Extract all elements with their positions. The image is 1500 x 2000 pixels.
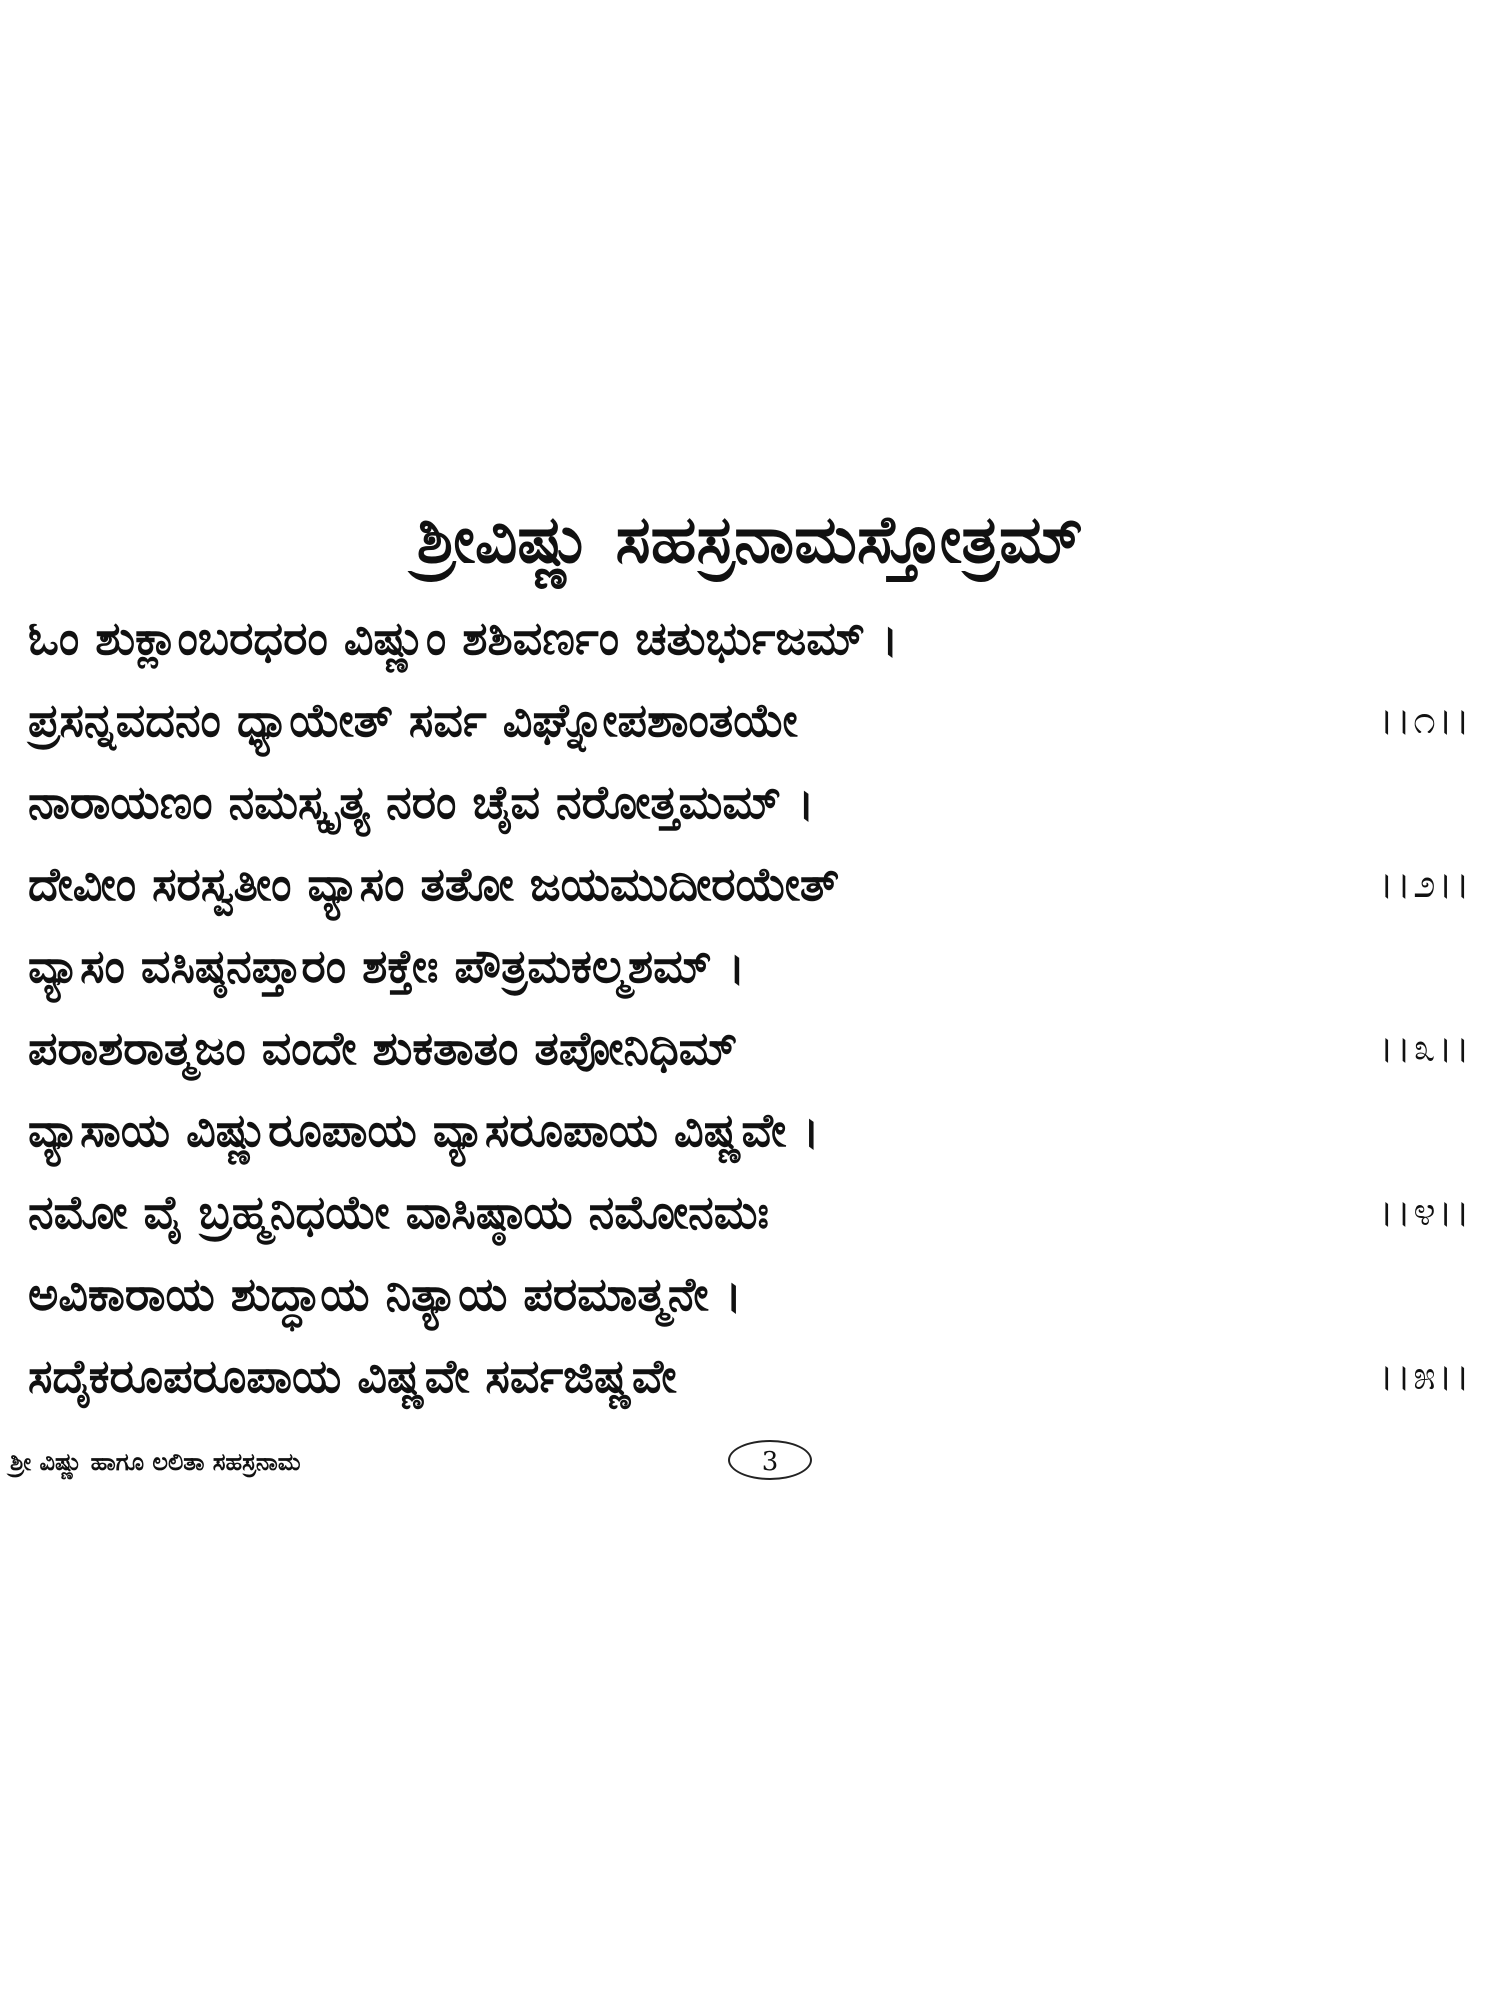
verse-line — [28, 680, 1478, 760]
page-title: ಶ್ರೀವಿಷ್ಣು ಸಹಸ್ರನಾಮಸ್ತೋತ್ರಮ್ — [416, 501, 1084, 578]
verse-line — [28, 844, 1478, 924]
footer-caption: ಶ್ರೀ ವಿಷ್ಣು ಹಾಗೂ ಲಲಿತಾ ಸಹಸ್ರನಾಮ — [10, 1448, 301, 1476]
verse-line — [28, 1008, 1478, 1088]
verse-text: ನಮೋ ವೈ ಬ್ರಹ್ಮನಿಧಯೇ ವಾಸಿಷ್ಠಾಯ ನಮೋನಮಃ — [28, 1185, 769, 1239]
verse-text: ದೇವೀಂ ಸರಸ್ವತೀಂ ವ್ಯಾಸಂ ತತೋ ಜಯಮುದೀರಯೇತ್ — [28, 857, 840, 911]
verse-line — [28, 1254, 1478, 1334]
verse-line — [28, 1336, 1478, 1416]
book-page — [0, 490, 1500, 1500]
verse-text: ಪರಾಶರಾತ್ಮಜಂ ವಂದೇ ಶುಕತಾತಂ ತಪೋನಿಧಿಮ್ — [28, 1021, 738, 1075]
verse-text: ವ್ಯಾಸಂ ವಸಿಷ್ಠನಪ್ತಾರಂ ಶಕ್ತೇಃ ಪೌತ್ರಮಕಲ್ಮಶಮ್ । — [28, 939, 746, 993]
verse-number: ।।೧।। — [1378, 697, 1472, 743]
verse-line — [28, 1172, 1478, 1252]
verse-text: ಸದೈಕರೂಪರೂಪಾಯ ವಿಷ್ಣವೇ ಸರ್ವಜಿಷ್ಣವೇ — [28, 1349, 677, 1403]
verse-text: ಅವಿಕಾರಾಯ ಶುದ್ಧಾಯ ನಿತ್ಯಾಯ ಪರಮಾತ್ಮನೇ । — [28, 1267, 742, 1321]
verse-line — [28, 762, 1478, 842]
verse-number: ।।೫।। — [1378, 1353, 1472, 1399]
verse-text: ಪ್ರಸನ್ನವದನಂ ಧ್ಯಾಯೇತ್ ಸರ್ವ ವಿಘ್ನೋಪಶಾಂತಯೇ — [28, 693, 798, 747]
verse-text: ನಾರಾಯಣಂ ನಮಸ್ಕೃತ್ಯ ನರಂ ಚೈವ ನರೋತ್ತಮಮ್ । — [28, 775, 815, 829]
page-number: 3 — [728, 1440, 812, 1480]
verse-number: ।।೩।। — [1378, 1025, 1472, 1071]
verse-text: ಓಂ ಶುಕ್ಲಾಂಬರಧರಂ ವಿಷ್ಣುಂ ಶಶಿವರ್ಣಂ ಚತುರ್ಭುಜಮ್ । — [28, 611, 899, 665]
verse-line — [28, 598, 1478, 678]
verse-text: ವ್ಯಾಸಾಯ ವಿಷ್ಣುರೂಪಾಯ ವ್ಯಾಸರೂಪಾಯ ವಿಷ್ಣವೇ । — [28, 1103, 820, 1157]
verse-number: ।।೪।। — [1378, 1189, 1472, 1235]
verse-number: ।।೨।। — [1378, 861, 1472, 907]
verse-line — [28, 1090, 1478, 1170]
verse-line — [28, 926, 1478, 1006]
